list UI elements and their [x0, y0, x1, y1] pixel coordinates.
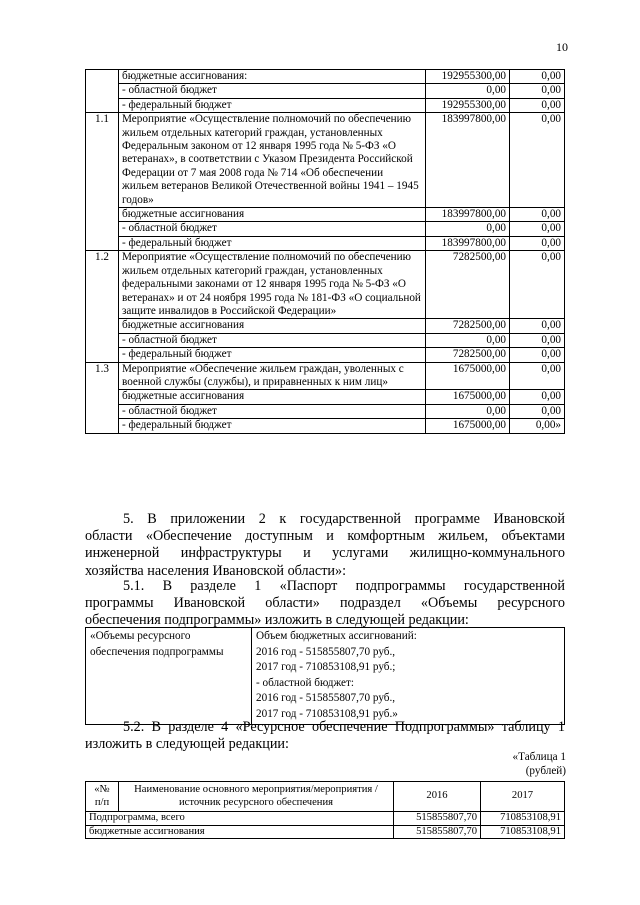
header-name: Наименование основного мероприятия/мероприятия /источник ресурсного обеспечения — [119, 782, 394, 812]
table-row — [86, 419, 565, 433]
table-header-row — [86, 782, 565, 812]
row-text: бюджетные ассигнования: — [119, 70, 426, 84]
program-budget-table — [85, 69, 565, 434]
row-2017: 0,00 — [510, 390, 565, 404]
row-number — [86, 70, 119, 113]
resource-volumes-line: 2017 год - 710853108,91 руб.» — [256, 707, 398, 720]
table-caption: «Таблица 1 — [512, 751, 566, 763]
row-2017: 0,00 — [510, 84, 565, 98]
table-row — [86, 98, 565, 112]
row-2016: 0,00 — [426, 222, 510, 236]
row-2017: 0,00 — [510, 333, 565, 347]
table-row — [86, 113, 565, 208]
table-row — [86, 390, 565, 404]
row-2016: 0,00 — [426, 84, 510, 98]
row-text: - федеральный бюджет — [119, 236, 426, 250]
table-row — [86, 208, 565, 222]
row-text: - областной бюджет — [119, 404, 426, 418]
resource-volumes-line: 2017 год - 710853108,91 руб.; — [256, 661, 396, 674]
row-number: 1.3 — [86, 362, 119, 433]
row-2016: 7282500,00 — [426, 319, 510, 333]
resource-volumes-label: «Объемы ресурсного обеспечения подпрограммы — [86, 628, 252, 725]
row-2017: 0,00 — [510, 236, 565, 250]
row-2016: 192955300,00 — [426, 70, 510, 84]
table-row — [86, 333, 565, 347]
paragraph-5-line: инженерной инфраструктуры и услугами жилищно-коммунального — [85, 545, 565, 562]
resource-volumes-line: - областной бюджет: — [256, 676, 355, 689]
row-2017: 0,00 — [510, 113, 565, 208]
resource-volumes-line: 2016 год - 515855807,70 руб., — [256, 645, 396, 658]
row-2016: 1675000,00 — [426, 419, 510, 433]
row-text: бюджетные ассигнования — [119, 319, 426, 333]
paragraph-5-1 — [85, 578, 565, 630]
row-number: 1.1 — [86, 113, 119, 251]
row-2016: 1675000,00 — [426, 390, 510, 404]
paragraph-5-2-line: изложить в следующей редакции: — [85, 736, 289, 753]
row-2016: 183997800,00 — [426, 236, 510, 250]
resource-volumes-line: 2016 год - 515855807,70 руб., — [256, 692, 396, 705]
row-2017: 710853108,91 — [481, 812, 565, 826]
row-2016: 0,00 — [426, 333, 510, 347]
paragraph-5-2-line: 5.2. В разделе 4 «Ресурсное обеспечение Подпрограммы» таблицу 1 — [123, 719, 565, 735]
table-row — [86, 222, 565, 236]
row-2017: 0,00 — [510, 319, 565, 333]
row-2017: 0,00 — [510, 251, 565, 319]
row-2016: 7282500,00 — [426, 251, 510, 319]
row-text: бюджетные ассигнования — [119, 390, 426, 404]
paragraph-5-1-line: 5.1. В разделе 1 «Паспорт подпрограммы государственной — [123, 578, 565, 594]
table-row — [86, 825, 565, 839]
paragraph-5-line: области «Обеспечение доступным и комфортным жильем, объектами — [85, 528, 565, 545]
row-text: бюджетные ассигнования — [119, 208, 426, 222]
subprogram-resource-table — [85, 781, 565, 839]
table-units: (рублей) — [525, 765, 566, 777]
resource-volumes-table — [85, 627, 565, 725]
row-2016: 183997800,00 — [426, 208, 510, 222]
row-text: - областной бюджет — [119, 222, 426, 236]
row-2016: 192955300,00 — [426, 98, 510, 112]
header-num: «№ п/п — [86, 782, 119, 812]
row-text: - федеральный бюджет — [119, 348, 426, 362]
row-2017: 0,00 — [510, 404, 565, 418]
row-2017: 0,00 — [510, 222, 565, 236]
row-text: Мероприятие «Обеспечение жильем граждан, уволенных с военной службы (службы), и приравненных к ним лиц» — [119, 362, 426, 390]
resource-volumes-values — [252, 628, 565, 725]
table-row — [86, 251, 565, 319]
header-2017: 2017 — [481, 782, 565, 812]
paragraph-5-line: хозяйства населения Ивановской области»: — [85, 562, 347, 579]
row-2017: 0,00 — [510, 348, 565, 362]
table-row — [86, 84, 565, 98]
paragraph-5 — [85, 511, 565, 580]
table-row — [86, 404, 565, 418]
page-number: 10 — [556, 40, 568, 54]
table-row — [86, 362, 565, 390]
row-2016: 7282500,00 — [426, 348, 510, 362]
row-text: Мероприятие «Осуществление полномочий по обеспечению жильем отдельных категорий граждан, установленных федеральными законами от 12 января 1995 года № 5-ФЗ «О ветеранах» и от 24 ноября 1995 года № 181-ФЗ «О социальной защите инвалидов в Российской Федерации» — [119, 251, 426, 319]
row-2017: 0,00 — [510, 208, 565, 222]
row-name: бюджетные ассигнования — [86, 825, 394, 839]
table-row — [86, 812, 565, 826]
row-2017: 710853108,91 — [481, 825, 565, 839]
table-row — [86, 70, 565, 84]
row-number: 1.2 — [86, 251, 119, 362]
header-2016: 2016 — [394, 782, 481, 812]
resource-volumes-line: Объем бюджетных ассигнований: — [256, 630, 417, 642]
row-2016: 183997800,00 — [426, 113, 510, 208]
row-2017: 0,00» — [510, 419, 565, 433]
row-text: - областной бюджет — [119, 84, 426, 98]
table-row — [86, 236, 565, 250]
paragraph-5-1-line: программы Ивановской области» подраздел «Объемы ресурсного — [85, 595, 565, 612]
row-text: - областной бюджет — [119, 333, 426, 347]
row-2016: 515855807,70 — [394, 825, 481, 839]
row-name: Подпрограмма, всего — [86, 812, 394, 826]
row-2017: 0,00 — [510, 70, 565, 84]
paragraph-5-line: 5. В приложении 2 к государственной программе Ивановской — [123, 511, 565, 527]
row-2016: 515855807,70 — [394, 812, 481, 826]
row-2016: 1675000,00 — [426, 362, 510, 390]
row-text: Мероприятие «Осуществление полномочий по обеспечению жильем отдельных категорий граждан, установленных Федеральным законом от 12 января 1995 года № 5-ФЗ «О ветеранах», в соответствии с Указом Президента Российской Федерации от 7 мая 2008 года № 714 «Об обеспечении жильем ветеранов Великой Отечественной войны 1941 – 1945 годов» — [119, 113, 426, 208]
table-row — [86, 319, 565, 333]
paragraph-5-2 — [85, 719, 565, 753]
row-2017: 0,00 — [510, 362, 565, 390]
table-row — [86, 348, 565, 362]
paragraph-5-1-line: обеспечения подпрограммы» изложить в следующей редакции: — [85, 612, 469, 629]
row-2017: 0,00 — [510, 98, 565, 112]
row-2016: 0,00 — [426, 404, 510, 418]
row-text: - федеральный бюджет — [119, 98, 426, 112]
row-text: - федеральный бюджет — [119, 419, 426, 433]
